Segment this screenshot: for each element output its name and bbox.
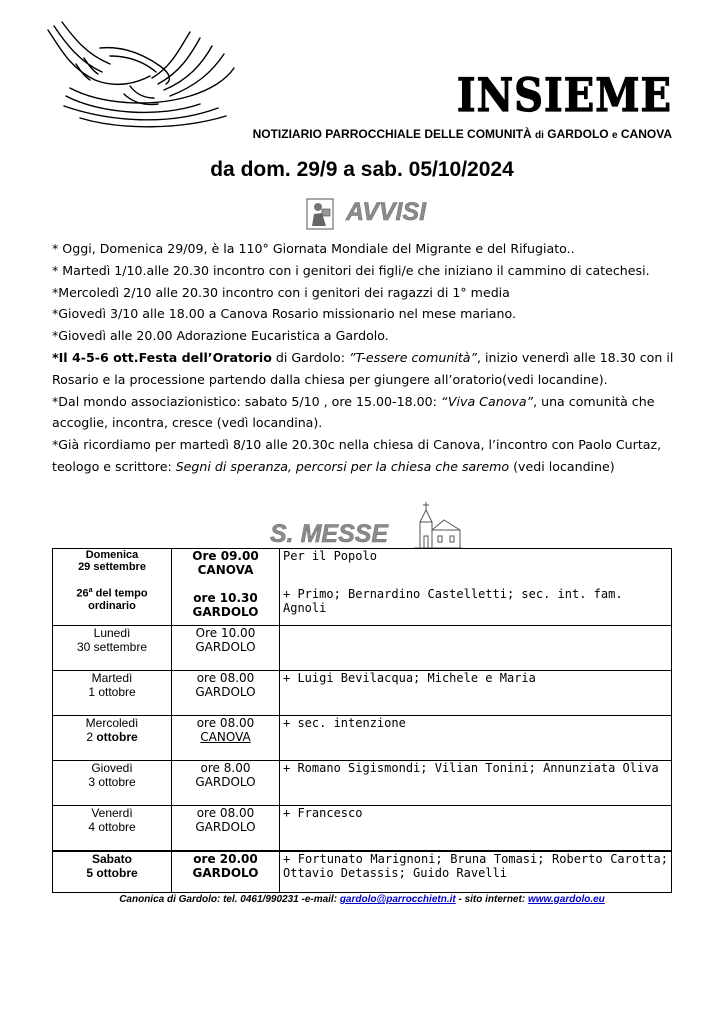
subtitle-part3: CANOVA bbox=[620, 127, 672, 141]
notice-item bbox=[52, 347, 682, 391]
notice-item: *Giovedì alle 20.00 Adorazione Eucaristica a Gardolo. bbox=[52, 328, 389, 344]
website-link[interactable]: www.gardolo.eu bbox=[527, 894, 605, 905]
table-row bbox=[53, 761, 672, 806]
day-label: Domenica bbox=[85, 549, 139, 561]
email-link[interactable]: gardolo@parrocchietn.it bbox=[339, 894, 456, 905]
day-cell bbox=[53, 671, 172, 716]
time-label: ore 10.30 bbox=[193, 591, 258, 605]
notices-section bbox=[52, 238, 682, 478]
table-row bbox=[53, 806, 672, 851]
time-label: ore 08.00 bbox=[196, 806, 255, 820]
intention-text: + Luigi Bevilacqua; Michele e Maria bbox=[283, 671, 536, 685]
liturgical-text: del tempo bbox=[92, 587, 148, 600]
place-label: GARDOLO bbox=[192, 605, 259, 619]
notice-item: *Mercoledì 2/10 alle 20.30 incontro con i genitori dei ragazzi di 1° media bbox=[52, 284, 510, 300]
day-cell bbox=[53, 806, 172, 851]
day-label: Sabato bbox=[91, 851, 132, 866]
notice-text: *Già ricordiamo per martedì 8/10 alle 20.30c nella chiesa di Canova, l’incontro con Paolo Curtaz, teologo e scrittore: bbox=[52, 437, 662, 474]
place-label: GARDOLO bbox=[195, 820, 256, 834]
footer-prefix: Canonica di Gardolo: tel. 0461/990231 -e-mail: bbox=[119, 894, 340, 905]
day-cell bbox=[53, 549, 172, 626]
place-label: GARDOLO bbox=[195, 685, 256, 699]
intention-cell bbox=[280, 549, 672, 626]
notice-text: , una comunità che accoglie, incontra, cresce (vedì locandina). bbox=[52, 393, 655, 431]
hands-logo-image bbox=[40, 18, 240, 136]
date-label: 5 ottobre bbox=[86, 865, 138, 880]
date-month: ottobre bbox=[96, 730, 138, 744]
date-label: 1 ottobre bbox=[88, 685, 136, 699]
notice-bold-text: *Il 4-5-6 ott.Festa dell’Oratorio bbox=[52, 349, 272, 365]
day-label: Mercoledì bbox=[85, 716, 139, 730]
subtitle-part2: GARDOLO bbox=[547, 127, 609, 141]
subtitle-di: di bbox=[535, 130, 544, 141]
intention-text: + sec. intenzione bbox=[283, 716, 406, 730]
newsletter-title: INSIEME bbox=[456, 68, 672, 123]
place-label: GARDOLO bbox=[195, 775, 256, 789]
time-cell bbox=[172, 626, 280, 671]
time-cell bbox=[172, 761, 280, 806]
time-cell bbox=[172, 716, 280, 761]
liturgical-sup: a bbox=[88, 587, 93, 594]
intention-cell bbox=[280, 626, 672, 671]
table-row bbox=[53, 851, 672, 893]
notice-italic-text: ”T-essere comunità” bbox=[348, 349, 478, 365]
time-label: Ore 10.00 bbox=[195, 626, 256, 640]
time-label: ore 20.00 bbox=[193, 851, 258, 866]
time-label: ore 08.00 bbox=[196, 716, 255, 730]
church-icon bbox=[412, 500, 462, 552]
notice-item bbox=[52, 434, 682, 478]
place-label: GARDOLO bbox=[192, 865, 259, 880]
table-row bbox=[53, 549, 672, 626]
notice-item: * Martedì 1/10.alle 20.30 incontro con i genitori dei figli/e che iniziano il cammino di catechesi. bbox=[52, 262, 650, 278]
intention-cell bbox=[280, 761, 672, 806]
day-label: Lunedì bbox=[93, 626, 131, 640]
intention-text: + Fortunato Marignoni; Bruna Tomasi; Roberto Carotta; Ottavio Detassis; Guido Ravelli bbox=[283, 851, 668, 880]
day-cell bbox=[53, 716, 172, 761]
subtitle-part1: NOTIZIARIO PARROCCHIALE DELLE COMUNITÀ bbox=[252, 127, 532, 141]
intention-cell bbox=[280, 716, 672, 761]
reading-figure-icon bbox=[306, 198, 334, 230]
avvisi-label: AVVISI bbox=[346, 198, 427, 226]
liturgical-label-2: ordinario bbox=[88, 599, 136, 612]
notice-text: di Gardolo: bbox=[271, 349, 349, 365]
date-number: 2 bbox=[86, 730, 93, 744]
date-label: 4 ottobre bbox=[88, 820, 136, 834]
intention-cell bbox=[280, 806, 672, 851]
notice-text: *Dal mondo associazionistico: sabato 5/10 , ore 15.00-18.00: bbox=[52, 393, 441, 409]
time-label: ore 8.00 bbox=[200, 761, 251, 775]
day-label: Giovedì bbox=[91, 761, 133, 775]
time-label: Ore 09.00 bbox=[192, 549, 259, 563]
intention-text: + Romano Sigismondi; Vilian Tonini; Annunziata Oliva bbox=[283, 761, 659, 775]
notice-text: (vedi locandine) bbox=[509, 458, 615, 474]
liturgical-number: 26 bbox=[76, 587, 89, 600]
notice-italic-text: “Viva Canova” bbox=[440, 393, 534, 409]
mass-schedule-table bbox=[52, 548, 672, 893]
messe-heading: S. MESSE bbox=[270, 520, 389, 548]
place-label: GARDOLO bbox=[195, 640, 256, 654]
footer-middle: - sito internet: bbox=[455, 894, 528, 905]
date-label: 29 settembre bbox=[78, 561, 146, 573]
newsletter-subtitle bbox=[253, 127, 672, 141]
table-row bbox=[53, 626, 672, 671]
day-cell bbox=[53, 761, 172, 806]
place-label: CANOVA bbox=[200, 730, 251, 744]
date-range-heading: da dom. 29/9 a sab. 05/10/2024 bbox=[210, 158, 514, 181]
date-label: 3 ottobre bbox=[88, 775, 136, 789]
time-cell bbox=[172, 851, 280, 893]
notice-text: , inizio venerdì alle 18.30 con il Rosario e la processione partendo dalla chiesa per giungere all’oratorio(vedi locandine). bbox=[52, 349, 674, 387]
time-cell bbox=[172, 671, 280, 716]
notice-italic-text: Segni di speranza, percorsi per la chiesa che saremo bbox=[175, 458, 510, 474]
table-row bbox=[53, 671, 672, 716]
intention-text: + Francesco bbox=[283, 806, 363, 820]
day-cell bbox=[53, 851, 172, 893]
time-cell bbox=[172, 549, 280, 626]
table-row bbox=[53, 716, 672, 761]
day-label: Venerdì bbox=[91, 806, 133, 820]
notice-item bbox=[52, 391, 682, 435]
intention-text: Per il Popolo bbox=[283, 549, 377, 563]
date-label: 30 settembre bbox=[76, 640, 148, 654]
day-label: Martedì bbox=[91, 671, 133, 685]
date-label bbox=[56, 730, 168, 744]
place-label: CANOVA bbox=[197, 563, 254, 577]
notice-item: * Oggi, Domenica 29/09, è la 110° Giornata Mondiale del Migrante e del Rifugiato.. bbox=[52, 241, 575, 256]
time-label: ore 08.00 bbox=[196, 671, 255, 685]
notice-item: *Giovedì 3/10 alle 18.00 a Canova Rosario missionario nel mese mariano. bbox=[52, 306, 516, 322]
liturgical-label bbox=[56, 587, 168, 600]
footer-contact bbox=[0, 894, 724, 905]
subtitle-e: e bbox=[611, 130, 618, 141]
time-cell bbox=[172, 806, 280, 851]
intention-cell bbox=[280, 671, 672, 716]
intention-cell bbox=[280, 851, 672, 893]
day-cell bbox=[53, 626, 172, 671]
intention-text: + Primo; Bernardino Castelletti; sec. int. fam. Agnoli bbox=[283, 587, 623, 615]
